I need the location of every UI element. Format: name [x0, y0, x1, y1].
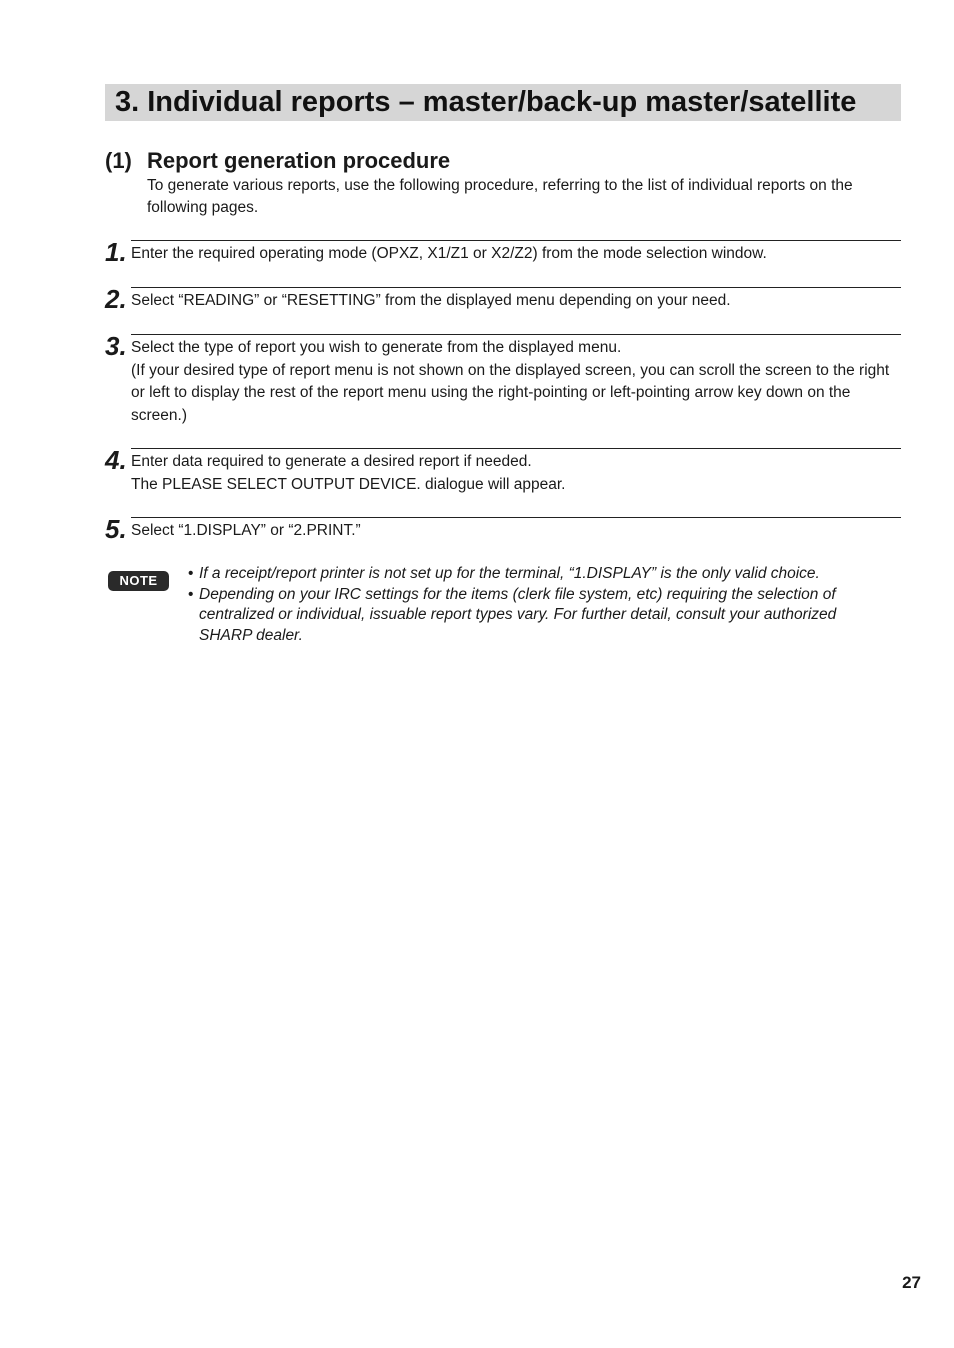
step-text: [131, 290, 891, 313]
step-divider: [131, 240, 901, 241]
step-text: [131, 243, 891, 266]
step-line: Select “READING” or “RESETTING” from the displayed menu depending on your need.: [131, 292, 731, 309]
step-divider: [131, 334, 901, 335]
step-line: Select “1.DISPLAY” or “2.PRINT.”: [131, 522, 361, 539]
step-line: Enter data required to generate a desired report if needed.: [131, 453, 532, 470]
section-intro: To generate various reports, use the following procedure, referring to the list of individual reports on the following pages.: [147, 177, 853, 216]
step-text: [131, 451, 891, 496]
step-number: 1.: [105, 237, 127, 267]
step-divider: [131, 287, 901, 288]
section-number: (1): [105, 148, 132, 173]
step-text: [131, 520, 891, 543]
note-item: • If a receipt/report printer is not set up for the terminal, “1.DISPLAY” is the only valid choice.: [188, 564, 893, 585]
title-bar: [105, 84, 901, 121]
step-line: (If your desired type of report menu is not shown on the displayed screen, you can scroll the screen to the right or left to display the rest of the report menu using the right-pointing or left-pointing arrow key down on the screen.): [131, 361, 890, 424]
page-number: 27: [902, 1273, 921, 1292]
note-list: [188, 564, 893, 646]
step-number: 2.: [105, 284, 127, 314]
step-line: Select the type of report you wish to generate from the displayed menu.: [131, 339, 622, 356]
section-heading: [105, 147, 450, 175]
step-text: [131, 337, 891, 427]
page-title: 3. Individual reports – master/back-up master/satellite: [115, 86, 857, 118]
step-divider: [131, 448, 901, 449]
step-divider: [131, 517, 901, 518]
step-line: The PLEASE SELECT OUTPUT DEVICE. dialogue will appear.: [131, 475, 566, 493]
step-number: 3.: [105, 331, 127, 361]
section-title: Report generation procedure: [147, 148, 451, 173]
note-item: • Depending on your IRC settings for the items (clerk file system, etc) requiring the selection of centralized or individual, issuable report types vary. For further detail, consult your authorized SHARP dealer.: [188, 585, 893, 647]
step-line: Enter the required operating mode (OPXZ, X1/Z1 or X2/Z2) from the mode selection window.: [131, 245, 767, 262]
step-number: 5.: [105, 514, 127, 544]
step-number: 4.: [105, 445, 127, 475]
note-badge: NOTE: [108, 571, 169, 591]
